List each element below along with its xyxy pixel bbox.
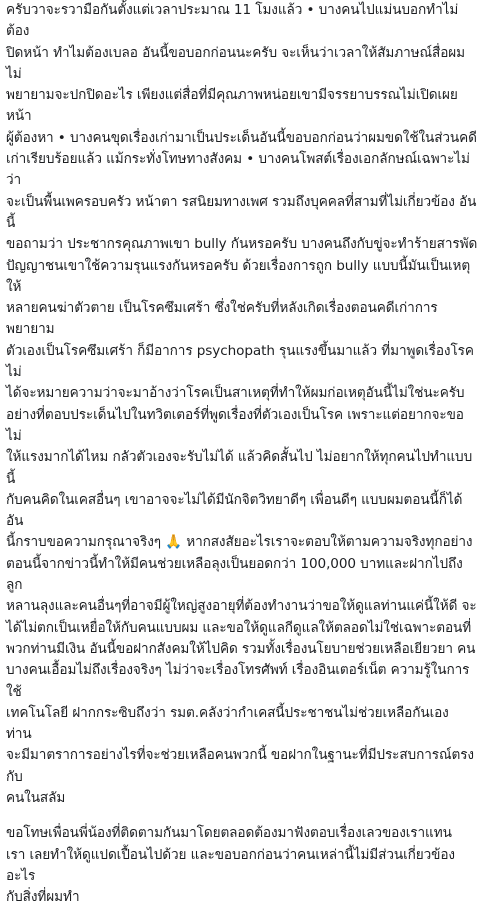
- post-paragraph-1: ครับวาจะรวามือกันตั้งแต่เวลาประมาณ 11 โมงแล้ว • บางคนไปแม่นบอกทำไม่ต้อง ปิดหน้า ทำไมต้องเบลอ อันนี้ขอบอกก่อนนะครับ จะเห็นว่าเวลาให้สัมภาษณ์สื่อผมไม่ พยายามจะปกปิดอะไร เพียงแต่สื่อที่มีคุณภาพหน่อยเขามีจรรยาบรรณไม่เปิดเผยหน้า ผู้ต้องหา • บางคนขุดเรื่องเก่ามาเป็นประเด็นอันนี้ขอบอกก่อนว่าผมขดใช้ในส่วนคดี เก่าเรียบร้อยแล้ว แม้กระทั่งโทษทางสังคม • บางคนโพสต์เรื่องเอกลักษณ์เฉพาะไม่ว่า จะเป็นพื้นเพครอบครัว หน้าตา รสนิยมทางเพศ รวมถึงบุคคลที่สามที่ไม่เกี่ยวข้อง อันนี้ ขอถามว่า ประชากรคุณภาพเขา bully กันหรอครับ บางคนถึงกับขู่จะทำร้ายสารพัด ปัญญาชนเขาใช้ความรุนแรงกันหรอครับ ด้วยเรื่องการถูก bully แบบนี้มันเป็นเหตุให้ หลายคนฆ่าตัวตาย เป็นโรคซึมเศร้า ซึ่งใช่ครับที่หลังเกิดเรื่องตอนคดีเก่าการพยายาม ตัวเองเป็นโรคซึมเศร้า ก็มีอาการ psychopath รุนแรงขึ้นมาแล้ว ที่มาพูดเรื่องโรคไม่ ได้จะหมายความว่าจะมาอ้างว่าโรคเป็นสาเหตุที่ทำให้ผมก่อเหตุอันนี้ไม่ใช่นะครับ อย่างที่ตอบประเด็นไปในทวิตเตอร์ที่พูดเรื่องที่ตัวเองเป็นโรค เพราะแต่อยากจะขอไม่ ให้แรงมากได้ไหม กลัวตัวเองจะรับไม่ได้ แล้วคิดสั้นไป ไม่อยากให้ทุกคนไปทำแบบนี้ กับคนคิดในเคสอื่นๆ เขาอาจจะไม่ได้มีนักจิตวิทยาดีๆ เพื่อนดีๆ แบบผมตอนนี้ก็ได้ อัน นี้กราบขอความกรุณาจริงๆ 🙏 หากสงสัยอะไรเราจะตอบให้ตามความจริงทุกอย่าง ตอนนี้จากข่าวนี้ทำให้มีคนช่วยเหลือลุงเป็นยอดกว่า 100,000 บาทและฝากไปถึงลูก หลานลุงและคนอื่นๆที่อาจมีผู้ใหญ่สูงอายุที่ต้องทำงานว่าขอให้ดูแลท่านแค่นี้ให้ดี จะ ได้ไม่ตกเป็นเหยื่อให้กับคนแบบผม และขอให้ดูแลกีดูแลให้ตลอดไม่ใช่เฉพาะตอนที่ พวกท่านมีเงิน อันนี้ขอฝากสังคมให้ไปคิด รวมทั้งเรื่องนโยบายช่วยเหลือเยียวยา คน บางคนเอื้อมไม่ถึงเรื่องจริงๆ ไม่ว่าจะเรื่องโทรศัพท์ เรื่องอินเตอร์เน็ต ความรู้ในการใช้ เทคโนโลยี ฝากกระซิบถึงว่า รมต.คลังว่ากำเคสนี้ประชาชนไม่ช่วยเหลือกันเอง ท่าน จะมีมาตราการอย่างไรที่จะช่วยเหลือคนพวกนี้ ขอฝากในฐานะที่มีประสบการณ์ตรงกับ คนในสลัม: [6, 2, 478, 806]
- post-paragraph-2: ขอโทษเพื่อนพี่น้องที่ติดตามกันมาโดยตลอดต้องมาฟังตอบเรื่องเลวของเราแทน เรา เลยทำให้ดูแปดเปื้อนไปด้วย และขอบอกก่อนว่าคนเหล่านี้ไม่มีส่วนเกี่ยวข้องอะไร กับสิ่งที่ผมทำ: [6, 825, 455, 906]
